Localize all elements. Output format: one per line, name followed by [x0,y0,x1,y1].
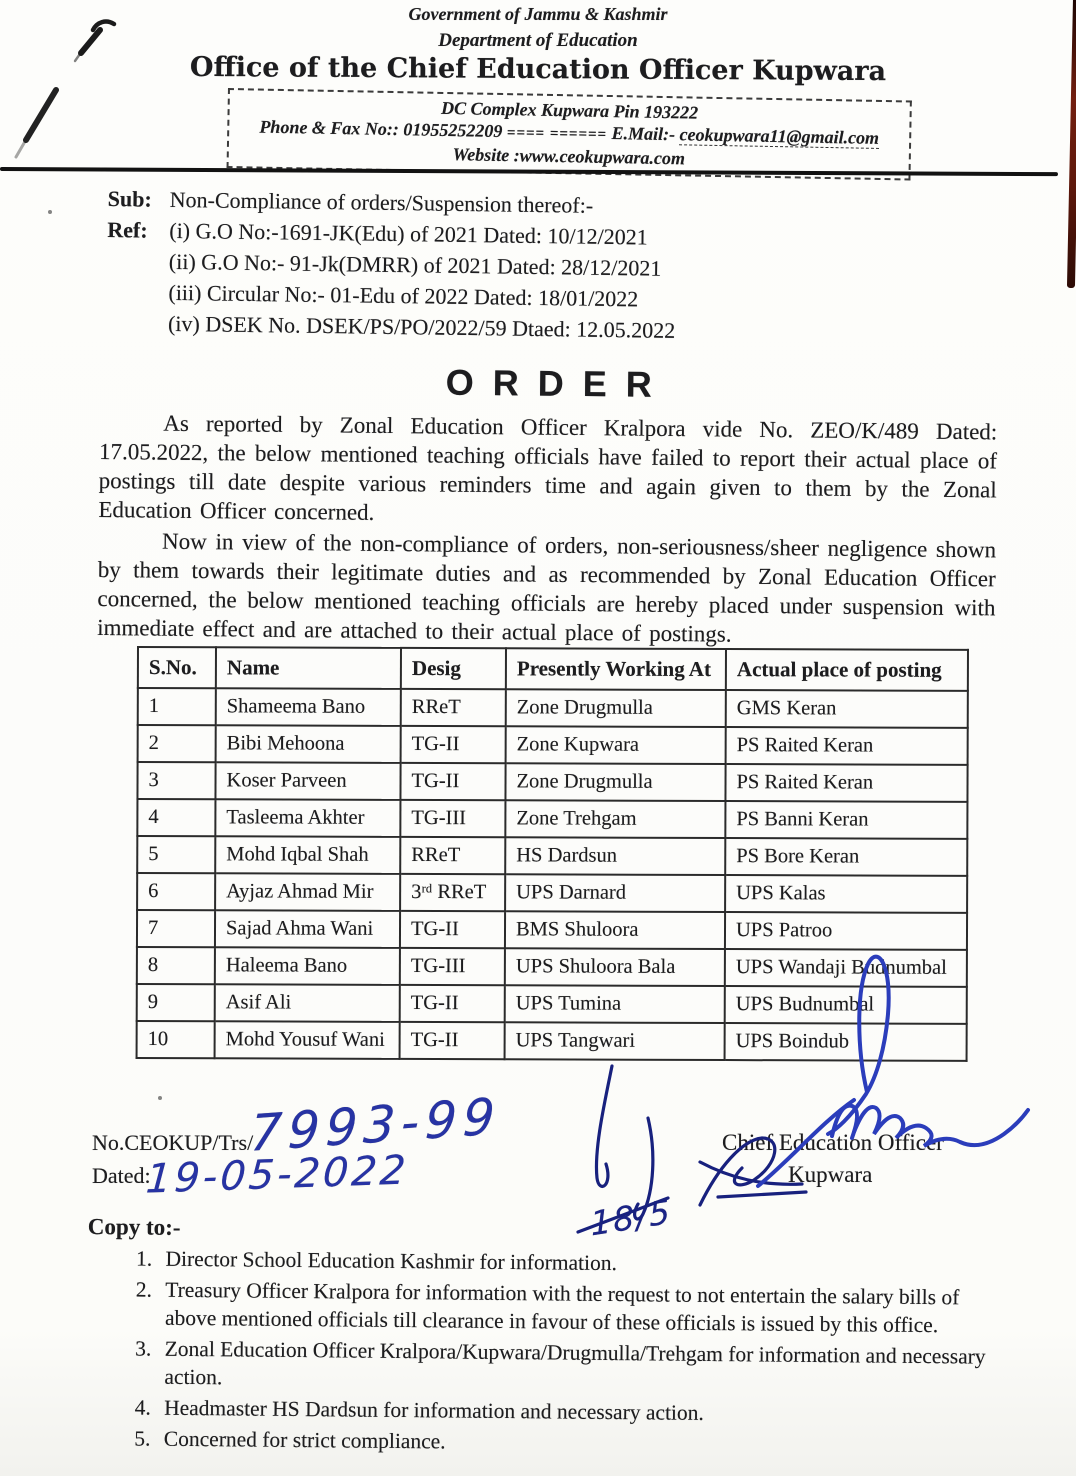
cell-sno: 3 [137,762,215,799]
col-sno: S.No. [138,647,216,688]
table-row [137,799,967,839]
address-line-1: DC Complex Kupwara Pin 193222 [440,97,699,123]
cell-sno: 10 [137,1021,215,1058]
cell-name: Shameema Bano [216,688,401,726]
cell-actual-posting: PS Bore Keran [725,838,967,876]
government-line: Government of Jammu & Kashmir [408,4,668,24]
cell-presently-working: Zone Trehgam [505,800,725,838]
col-actual-posting: Actual place of posting [726,649,968,691]
table-row [137,984,967,1024]
col-desig: Desig [401,648,506,689]
reference-items [168,215,677,346]
scan-speck [158,1096,162,1100]
cell-name: Sajad Ahma Wani [215,910,400,948]
table-row [137,836,967,876]
col-presently-working: Presently Working At [506,648,726,690]
cell-desig: TG-II [400,985,505,1022]
copy-to-item: 4. Headmaster HS Dardsun for information and necessary action. [156,1394,1010,1430]
dated-label: Dated: [92,1163,151,1188]
cell-actual-posting: GMS Keran [726,690,968,728]
copy-to-label: Copy to:- [87,1214,181,1240]
signatory-title: Chief Education Officer [722,1130,944,1155]
reference-item: (ii) G.O No:- 91-Jk(DMRR) of 2021 Dated: 28/12/2021 [168,248,662,281]
cell-presently-working: UPS Tumina [505,985,725,1023]
copy-to-item: 5. Concerned for strict compliance. [156,1425,1010,1461]
table-header-row [138,647,968,691]
cell-actual-posting: PS Raited Keran [725,764,967,802]
cell-name: Asif Ali [215,984,400,1022]
cell-desig: 3ʳᵈ RReT [400,874,505,911]
email-label: E.Mail:- [611,123,676,145]
cell-presently-working: HS Dardsun [505,837,725,875]
cell-presently-working: UPS Tangwari [505,1022,725,1060]
cell-presently-working: Zone Drugmulla [506,689,726,727]
copy-to-item: 2. Treasury Officer Kralpora for information with the request to not entertain the salary bills of above mentioned officials till clearance in favour of these officials is issued by this office. [157,1276,1011,1340]
cell-sno: 7 [137,910,215,947]
cell-actual-posting: PS Banni Keran [725,801,967,839]
cell-desig: RReT [400,837,505,874]
copy-to-section [86,1214,1012,1464]
cell-name: Haleema Bano [215,947,400,985]
ref-number-label: No.CEOKUP/Trs/ [92,1130,254,1155]
cell-desig: RReT [401,689,506,726]
table-body [137,688,968,1061]
pencil-mark-icon [16,90,56,157]
cell-name: Koser Parveen [215,762,400,800]
copy-to-list [86,1244,1012,1461]
reference-item: (i) G.O No:-1691-JK(Edu) of 2021 Dated: 10/12/2021 [169,217,648,250]
copy-to-item: 1. Director School Education Kashmir for information. [157,1245,1011,1281]
cell-presently-working: UPS Shuloora Bala [505,948,725,986]
cell-desig: TG-II [400,911,505,948]
cell-actual-posting: UPS Patroo [725,912,967,950]
cell-name: Mohd Yousuf Wani [215,1021,400,1059]
reference-item: (iv) DSEK No. DSEK/PS/PO/2022/59 Dtaed: 12.05.2022 [167,310,676,343]
order-paragraph-2: Now in view of the non-compliance of orders, non-seriousness/sheer negligence shown by them towards their legitimate duties and as recommended by Zonal Education Officer concerned, the below mentioned teaching officials are hereby placed under suspension with immediate effect and are attached to their actual place of postings. [97,528,997,647]
signatory-place: Kupwara [788,1162,873,1187]
cell-name: Ayjaz Ahmad Mir [215,873,400,911]
cell-actual-posting: UPS Wandaji Budnumbal [725,949,967,987]
date-handwritten: 19-05-2022 [144,1147,411,1203]
subject-reference-block [106,183,988,350]
table-row [137,873,967,913]
cell-name: Mohd Iqbal Shah [215,836,400,874]
cell-sno: 1 [138,688,216,725]
email-address: ceokupwara11@gmail.com [679,124,880,148]
table-row [138,725,968,765]
cell-desig: TG-II [400,1022,505,1059]
subject-label: Sub: [107,185,153,212]
cell-desig: TG-III [400,800,505,837]
cell-actual-posting: UPS Kalas [725,875,967,913]
cell-actual-posting: PS Raited Keran [726,727,968,765]
cell-sno: 8 [137,947,215,984]
officials-table [136,646,969,1062]
cell-sno: 9 [137,984,215,1021]
order-title: ORDER [445,361,671,405]
table-row [137,762,967,802]
office-title: Office of the Chief Education Officer Kupwara [189,51,887,88]
cell-presently-working: Zone Drugmulla [505,763,725,801]
cell-name: Tasleema Akhter [215,799,400,837]
cell-presently-working: Zone Kupwara [506,726,726,764]
table-row [137,910,967,950]
reference-label: Ref: [107,216,148,243]
address-line-3: Website :www.ceokupwara.com [452,144,686,169]
cell-presently-working: UPS Darnard [505,874,725,912]
cell-presently-working: BMS Shuloora [505,911,725,949]
copy-to-item: 3. Zonal Education Officer Kralpora/Kupwara/Drugmulla/Trehgam for information and necessary action. [156,1335,1010,1399]
department-line: Department of Education [438,30,638,51]
cell-actual-posting: UPS Budnumbal [725,986,967,1024]
order-section [97,358,998,651]
ref-number-handwritten: 7993-99 [248,1087,503,1163]
order-paragraph-1: As reported by Zonal Education Officer Kralpora vide No. ZEO/K/489 Dated: 17.05.2022, the below mentioned teaching officials have failed to report their actual place of postings till date despite various reminders time and again given to them by the Zonal Education Officer concerned. [98,410,998,525]
leader-dashes: ==== ====== [506,125,608,143]
subject-text: Non-Compliance of orders/Suspension thereof:- [169,186,594,218]
cell-sno: 2 [138,725,216,762]
table-row [137,947,967,987]
scan-speck [48,210,52,214]
cell-desig: TG-II [400,763,505,800]
phone-fax-label: Phone & Fax No:: 01955252209 [259,116,503,142]
cell-sno: 5 [137,836,215,873]
cell-sno: 6 [137,873,215,910]
address-box [227,88,912,181]
cell-actual-posting: UPS Boindub [725,1023,967,1061]
cell-desig: TG-III [400,948,505,985]
reference-item: (iii) Circular No:- 01-Edu of 2022 Dated: 18/01/2022 [168,279,639,312]
reference-row [106,214,988,350]
table-row [138,688,968,728]
cell-desig: TG-II [401,726,506,763]
cell-name: Bibi Mehoona [216,725,401,763]
cell-sno: 4 [137,799,215,836]
col-name: Name [216,647,401,689]
sign-date-handwritten: 18/5 [589,1191,673,1244]
table-row [137,1021,967,1061]
